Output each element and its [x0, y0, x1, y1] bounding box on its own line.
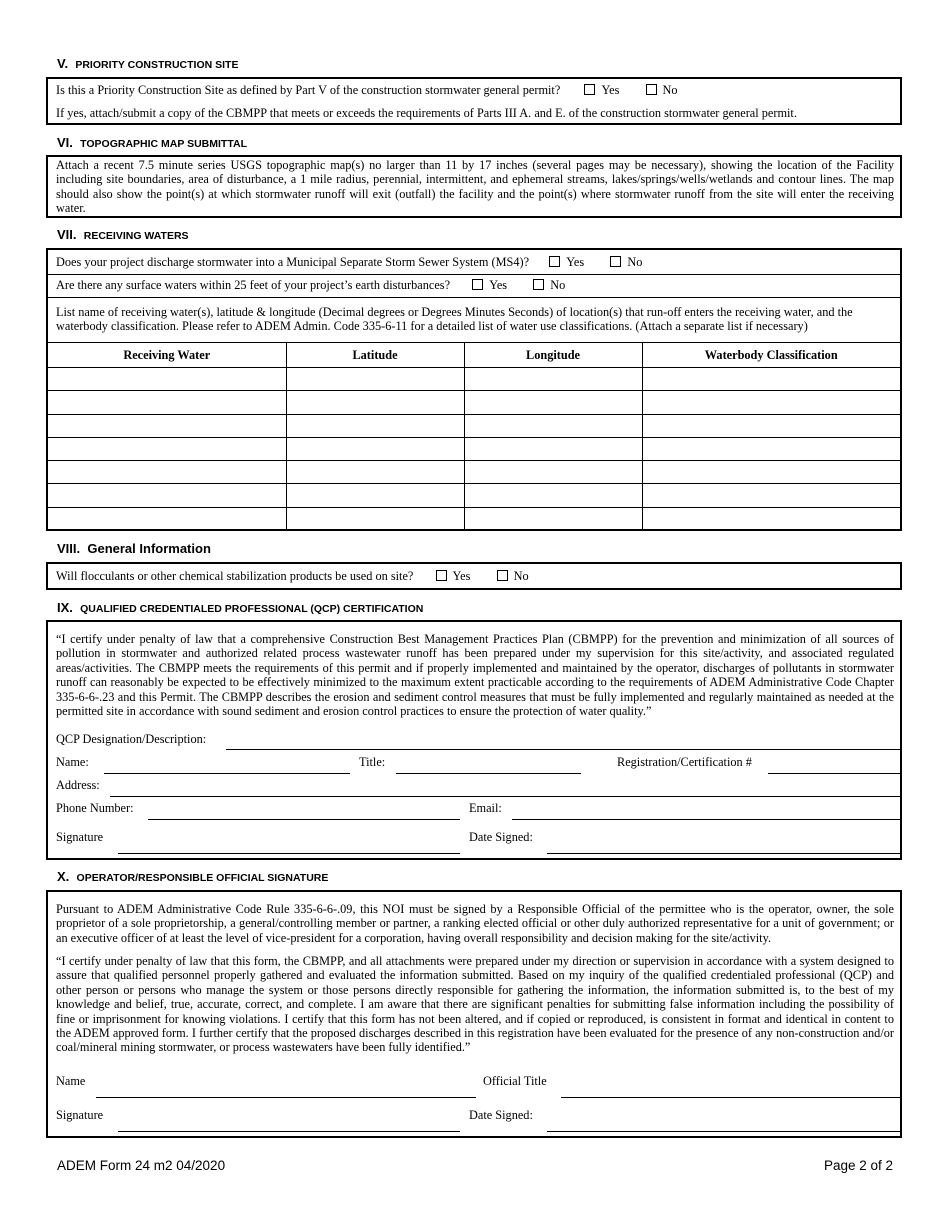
qcp-email-label: Email: [469, 801, 502, 815]
section-vii-title: VII. RECEIVING WATERS [57, 227, 189, 242]
official-signature-label: Signature [56, 1108, 104, 1122]
qcp-date-field[interactable] [547, 853, 900, 854]
classification-cell[interactable] [642, 437, 900, 460]
column-header: Latitude [286, 343, 464, 368]
table-row [48, 507, 900, 530]
qcp-signature-field[interactable] [118, 853, 460, 854]
classification-cell[interactable] [642, 391, 900, 414]
column-header: Longitude [464, 343, 642, 368]
column-header: Receiving Water [48, 343, 286, 368]
qcp-designation-field[interactable] [226, 749, 900, 750]
official-date-field[interactable] [547, 1131, 900, 1132]
receiving-water-cell[interactable] [48, 484, 286, 507]
qcp-designation-label: QCP Designation/Description: [56, 732, 207, 746]
longitude-cell[interactable] [464, 414, 642, 437]
table-row [48, 414, 900, 437]
surface-waters-question: Are there any surface waters within 25 feet of your project’s earth disturbances? Yes No [56, 278, 566, 292]
table-row [48, 461, 900, 484]
official-date-label: Date Signed: [469, 1108, 533, 1122]
classification-cell[interactable] [642, 414, 900, 437]
receiving-water-cell[interactable] [48, 507, 286, 530]
receiving-water-cell[interactable] [48, 461, 286, 484]
priority-site-question: Is this a Priority Construction Site as defined by Part V of the construction stormwater general permit? Yes No [56, 83, 678, 97]
qcp-address-field[interactable] [110, 796, 900, 797]
flocculants-yes-checkbox[interactable] [436, 570, 447, 581]
qcp-name-field[interactable] [104, 773, 350, 774]
official-title-field[interactable] [561, 1097, 900, 1098]
column-header: Waterbody Classification [642, 343, 900, 368]
ms4-yes-checkbox[interactable] [549, 256, 560, 267]
topographic-map-instructions: Attach a recent 7.5 minute series USGS topographic map(s) no larger than 11 by 17 inches (several pages may be necessary), showing the location of the Facility including site boundaries, area of disturbance, a 1 mile radius, perennial, intermittent, and ephemeral streams, lakes/springs/wells/wetlands and contour lines. The map should also show the point(s) at which stormwater runoff will exit (outfall) the facility and the point(s) where stormwater runoff from the site will enter the receiving water. [56, 158, 894, 216]
longitude-cell[interactable] [464, 507, 642, 530]
flocculants-question: Will flocculants or other chemical stabilization products be used on site? Yes No [56, 569, 529, 583]
table-row [48, 391, 900, 414]
section-viii-title: VIII. General Information [57, 541, 211, 556]
priority-yes-checkbox[interactable] [584, 84, 595, 95]
priority-site-note: If yes, attach/submit a copy of the CBMPP that meets or exceeds the requirements of Parts III A. and E. of the construction stormwater general permit. [56, 106, 797, 120]
receiving-water-cell[interactable] [48, 437, 286, 460]
page-number: Page 2 of 2 [823, 1158, 893, 1173]
official-signature-field[interactable] [118, 1131, 460, 1132]
section-x-box [46, 890, 902, 1138]
classification-cell[interactable] [642, 507, 900, 530]
qcp-signature-label: Signature [56, 830, 104, 844]
longitude-cell[interactable] [464, 391, 642, 414]
latitude-cell[interactable] [286, 437, 464, 460]
section-vi-title: VI. TOPOGRAPHIC MAP SUBMITTAL [57, 135, 247, 150]
longitude-cell[interactable] [464, 484, 642, 507]
qcp-email-field[interactable] [512, 819, 900, 820]
ms4-question: Does your project discharge stormwater into a Municipal Separate Storm Sewer System (MS4)? Yes No [56, 255, 643, 269]
classification-cell[interactable] [642, 461, 900, 484]
qcp-registration-label: Registration/Certification # [617, 755, 752, 769]
surface-waters-no-checkbox[interactable] [533, 279, 544, 290]
latitude-cell[interactable] [286, 484, 464, 507]
qcp-title-field[interactable] [396, 773, 581, 774]
section-v-title: V. PRIORITY CONSTRUCTION SITE [57, 56, 239, 71]
qcp-phone-field[interactable] [148, 819, 460, 820]
section-ix-box [46, 620, 902, 860]
section-x-title: X. OPERATOR/RESPONSIBLE OFFICIAL SIGNATURE [57, 869, 329, 884]
latitude-cell[interactable] [286, 368, 464, 391]
section-v-box [46, 77, 902, 125]
qcp-date-label: Date Signed: [469, 830, 533, 844]
official-title-label: Official Title [483, 1074, 547, 1088]
receiving-water-instructions: List name of receiving water(s), latitude & longitude (Decimal degrees or Degrees Minutes Seconds) of location(s) that run-off enters the receiving water, and the waterbody classification. Please refer to ADEM Admin. Code 335-6-11 for a detailed list of water use classifications. (Attach a separate list if necessary) [56, 305, 853, 334]
responsible-official-requirements: Pursuant to ADEM Administrative Code Rule 335-6-6-.09, this NOI must be signed by a Responsible Official of the permittee who is the operator, owner, the sole proprietor of a sole proprietorship, a general/controlling member or partner, a ranking elected official or other duly authorized representative for a unit of government; or an executive officer of at least the level of vice-president for a corporation, having overall responsibility and decision making for the site/activity. [56, 902, 894, 945]
classification-cell[interactable] [642, 368, 900, 391]
table-row [48, 484, 900, 507]
official-name-field[interactable] [96, 1097, 476, 1098]
latitude-cell[interactable] [286, 461, 464, 484]
receiving-water-cell[interactable] [48, 368, 286, 391]
qcp-registration-field[interactable] [768, 773, 900, 774]
receiving-water-cell[interactable] [48, 414, 286, 437]
official-name-label: Name [56, 1074, 86, 1088]
qcp-certification-statement: “I certify under penalty of law that a comprehensive Construction Best Management Practices Plan (CBMPP) for the prevention and minimization of all sources of pollution in stormwater and authorized related process wastewater runoff has been prepared under my supervision for this site/activity, and associated regulated areas/activities. The CBMPP meets the requirements of this permit and if properly implemented and maintained by the operator, discharges of pollutants in stormwater runoff can reasonably be expected to be effectively minimized to the maximum extent practicable according to the requirements of ADEM Administrative Code Chapter 335-6-6-.23 and this Permit. The CBMPP describes the erosion and sediment control measures that must be fully implemented and regularly maintained as needed at the permitted site in accordance with sound sediment and erosion control practices to ensure the protection of water quality.” [56, 632, 894, 719]
table-header-row [48, 343, 900, 368]
longitude-cell[interactable] [464, 461, 642, 484]
operator-certification-statement: “I certify under penalty of law that this form, the CBMPP, and all attachments were prepared under my direction or supervision in accordance with a system designed to assure that qualified personnel properly gathered and evaluated the information submitted. Based on my inquiry of the qualified credentialed professional (QCP) and other person or persons who manage the system or those persons directly responsible for gathering the information, the information submitted is, to the best of my knowledge and belief, true, accurate, correct, and complete. I am aware that there are significant penalties for submitting false information including the possibility of fine or imprisonment for knowing violations. I certify that this form has not been altered, and if copied or reproduced, is consistent in format and identical in content to the ADEM approved form. I further certify that the proposed discharges described in this registration have been evaluated for the presence of any non-construction and/or coal/mineral mining stormwater, or process wastewaters have been fully identified.” [56, 954, 894, 1055]
qcp-address-label: Address: [56, 778, 100, 792]
table-row [48, 437, 900, 460]
classification-cell[interactable] [642, 484, 900, 507]
latitude-cell[interactable] [286, 414, 464, 437]
longitude-cell[interactable] [464, 368, 642, 391]
surface-waters-yes-checkbox[interactable] [472, 279, 483, 290]
flocculants-no-checkbox[interactable] [497, 570, 508, 581]
section-vi-box [46, 155, 902, 218]
qcp-name-label: Name: [56, 755, 89, 769]
qcp-phone-label: Phone Number: [56, 801, 134, 815]
section-vii-box [46, 248, 902, 531]
latitude-cell[interactable] [286, 507, 464, 530]
section-ix-title: IX. QUALIFIED CREDENTIALED PROFESSIONAL (QCP) CERTIFICATION [57, 600, 424, 615]
table-row [48, 368, 900, 391]
priority-no-checkbox[interactable] [646, 84, 657, 95]
ms4-no-checkbox[interactable] [610, 256, 621, 267]
section-viii-box [46, 562, 902, 590]
receiving-water-cell[interactable] [48, 391, 286, 414]
longitude-cell[interactable] [464, 437, 642, 460]
section-v-title-text: PRIORITY CONSTRUCTION SITE [75, 59, 239, 71]
form-number: ADEM Form 24 m2 04/2020 [57, 1158, 226, 1173]
receiving-waters-table [48, 342, 900, 530]
latitude-cell[interactable] [286, 391, 464, 414]
qcp-title-label: Title: [359, 755, 386, 769]
